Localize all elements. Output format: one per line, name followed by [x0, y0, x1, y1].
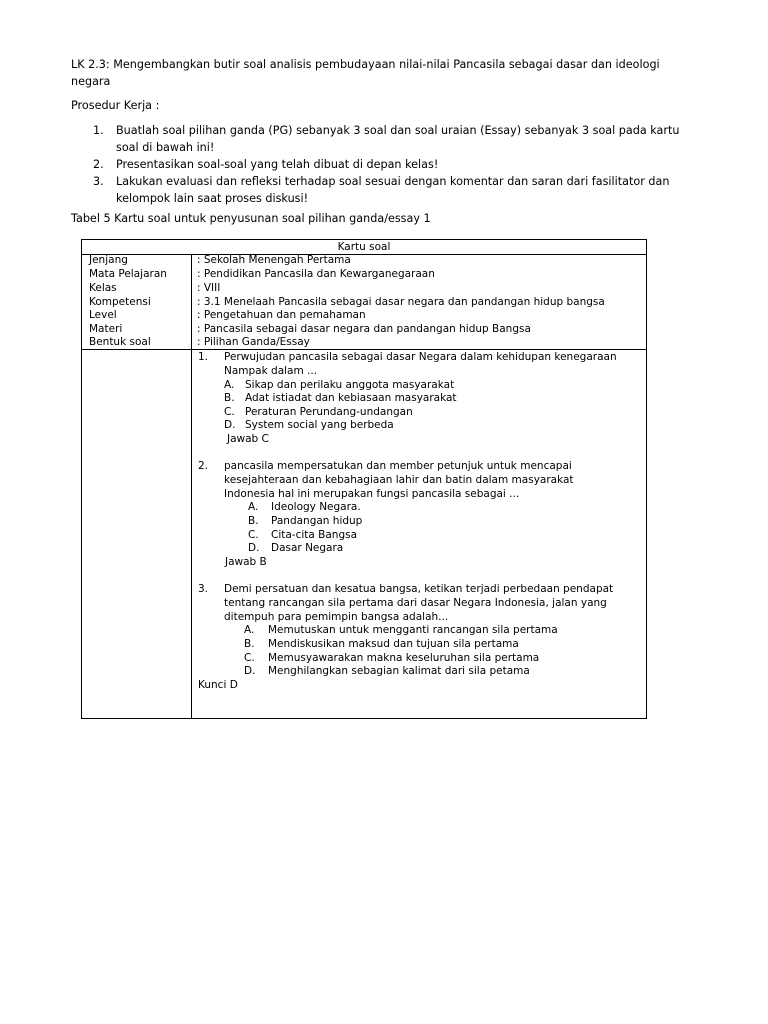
- option-text: Ideology Negara.: [271, 501, 361, 513]
- option-text: Sikap dan perilaku anggota masyarakat: [245, 379, 455, 391]
- field-label-mata-pelajaran: Mata Pelajaran: [89, 268, 167, 280]
- question-card: [81, 239, 647, 719]
- question-number: 2.: [198, 460, 209, 472]
- option-text: System social yang berbeda: [245, 419, 394, 431]
- step-text: Lakukan evaluasi dan refleksi terhadap soal sesuai dengan komentar dan saran dari fasilitator dan kelompok lain saat proses diskusi!: [116, 175, 670, 205]
- question-text-line: kesejahteraan dan kebahagiaan lahir dan batin dalam masyarakat: [224, 474, 574, 486]
- option-text: Mendiskusikan maksud dan tujuan sila pertama: [268, 638, 519, 650]
- option-text: Memusyawarakan makna keseluruhan sila pertama: [268, 652, 540, 664]
- option-letter: D.: [244, 665, 256, 677]
- option-letter: D.: [224, 419, 236, 431]
- step-text: Presentasikan soal-soal yang telah dibuat di depan kelas!: [116, 158, 439, 171]
- procedure-steps: [71, 122, 691, 207]
- procedure-step: [71, 122, 691, 156]
- field-label-materi: Materi: [89, 323, 123, 335]
- question-text-line: Perwujudan pancasila sebagai dasar Negara dalam kehidupan kenegaraan: [224, 351, 617, 363]
- field-value-kelas: : VIII: [197, 282, 221, 294]
- option-text: Menghilangkan sebagian kalimat dari sila petama: [268, 665, 530, 677]
- field-label-kelas: Kelas: [89, 282, 117, 294]
- question-number: 1.: [198, 351, 209, 363]
- question-number: 3.: [198, 583, 209, 595]
- field-label-kompetensi: Kompetensi: [89, 296, 151, 308]
- answer-key: Jawab C: [227, 433, 269, 445]
- option-letter: B.: [224, 392, 235, 404]
- field-value-level: : Pengetahuan dan pemahaman: [197, 309, 366, 321]
- question-text-line: Demi persatuan dan kesatua bangsa, ketikan terjadi perbedaan pendapat: [224, 583, 614, 595]
- answer-key: Kunci D: [198, 679, 238, 691]
- option-text: Dasar Negara: [271, 542, 344, 554]
- field-label-jenjang: Jenjang: [89, 254, 128, 266]
- card-title: Kartu soal: [82, 240, 646, 255]
- procedure-step: [71, 156, 691, 173]
- field-label-level: Level: [89, 309, 117, 321]
- field-value-kompetensi: : 3.1 Menelaah Pancasila sebagai dasar negara dan pandangan hidup bangsa: [197, 296, 605, 308]
- option-letter: B.: [248, 515, 259, 527]
- option-letter: D.: [248, 542, 260, 554]
- option-text: Memutuskan untuk mengganti rancangan sila pertama: [268, 624, 558, 636]
- question-text-line: tentang rancangan sila pertama dari dasar Negara Indonesia, jalan yang: [224, 597, 607, 609]
- field-value-jenjang: : Sekolah Menengah Pertama: [197, 254, 351, 266]
- field-value-materi: : Pancasila sebagai dasar negara dan pandangan hidup Bangsa: [197, 323, 531, 335]
- field-value-mata-pelajaran: : Pendidikan Pancasila dan Kewarganegaraan: [197, 268, 435, 280]
- option-text: Pandangan hidup: [271, 515, 363, 527]
- option-letter: A.: [244, 624, 255, 636]
- step-number: 2.: [93, 158, 104, 171]
- option-letter: A.: [248, 501, 259, 513]
- question-text-line: Indonesia hal ini merupakan fungsi pancasila sebagai ...: [224, 488, 520, 500]
- step-number: 1.: [93, 124, 104, 137]
- question-text-line: Nampak dalam ...: [224, 365, 318, 377]
- field-label-bentuk-soal: Bentuk soal: [89, 336, 151, 348]
- option-letter: C.: [248, 529, 259, 541]
- worksheet-heading: LK 2.3: Mengembangkan butir soal analisis pembudayaan nilai-nilai Pancasila sebagai dasar dan ideologi negara: [71, 58, 660, 88]
- column-divider: [191, 254, 192, 719]
- step-number: 3.: [93, 175, 104, 188]
- step-text: Buatlah soal pilihan ganda (PG) sebanyak 3 soal dan soal uraian (Essay) sebanyak 3 soal pada kartu soal di bawah ini!: [116, 124, 680, 154]
- field-value-bentuk-soal: : Pilihan Ganda/Essay: [197, 336, 310, 348]
- option-text: Cita-cita Bangsa: [271, 529, 358, 541]
- option-letter: C.: [224, 406, 235, 418]
- procedure-title: Prosedur Kerja :: [71, 99, 160, 112]
- question-text-line: ditempuh para pemimpin bangsa adalah...: [224, 611, 449, 623]
- question-text-line: pancasila mempersatukan dan member petunjuk untuk mencapai: [224, 460, 572, 472]
- procedure-step: [71, 173, 691, 207]
- row-divider: [82, 349, 646, 350]
- option-letter: A.: [224, 379, 235, 391]
- option-letter: B.: [244, 638, 255, 650]
- table-caption: Tabel 5 Kartu soal untuk penyusunan soal pilihan ganda/essay 1: [71, 212, 431, 225]
- option-letter: C.: [244, 652, 255, 664]
- option-text: Adat istiadat dan kebiasaan masyarakat: [245, 392, 457, 404]
- option-text: Peraturan Perundang-undangan: [245, 406, 413, 418]
- answer-key: Jawab B: [225, 556, 267, 568]
